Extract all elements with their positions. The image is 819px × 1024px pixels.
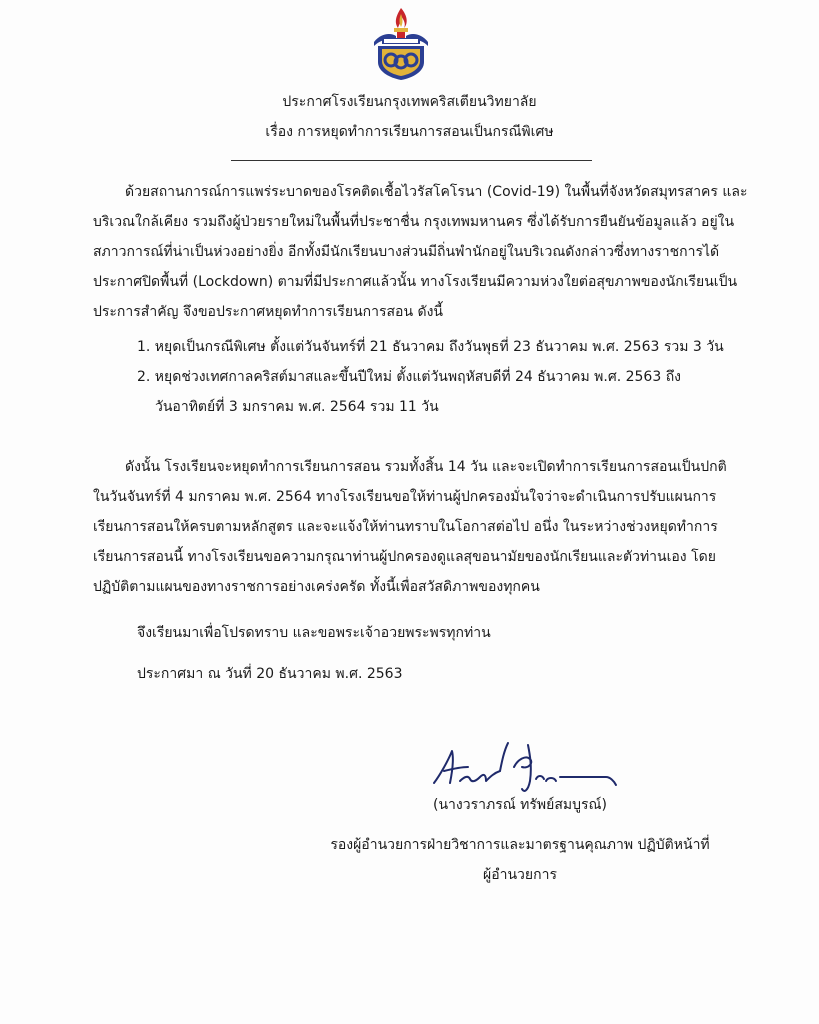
header-divider [231, 160, 592, 161]
paragraph-2-line: ดังนั้น โรงเรียนจะหยุดทำการเรียนการสอน รวมทั้งสิ้น 14 วัน และจะเปิดทำการเรียนการสอนเป็นปกติ [125, 459, 727, 475]
signatory-position: รองผู้อำนวยการฝ่ายวิชาการและมาตรฐานคุณภาพ ปฏิบัติหน้าที่ [330, 837, 710, 853]
paragraph-1-line: สภาวการณ์ที่น่าเป็นห่วงอย่างยิ่ง อีกทั้งมีนักเรียนบางส่วนมีถิ่นพำนักอยู่ในบริเวณดังกล่าวซึ่งทางราชการได้ [93, 244, 720, 260]
paragraph-2-line: ในวันจันทร์ที่ 4 มกราคม พ.ศ. 2564 ทางโรงเรียนขอให้ท่านผู้ปกครองมั่นใจว่าจะดำเนินการปรับแผนการ [93, 489, 717, 505]
list-item-2: 2. หยุดช่วงเทศกาลคริสต์มาสและขึ้นปีใหม่ ตั้งแต่วันพฤหัสบดีที่ 24 ธันวาคม พ.ศ. 2563 ถึง [137, 369, 682, 385]
list-item-1: 1. หยุดเป็นกรณีพิเศษ ตั้งแต่วันจันทร์ที่ 21 ธันวาคม ถึงวันพุธที่ 23 ธันวาคม พ.ศ. 2563 รวม 3 วัน [137, 339, 724, 355]
paragraph-1-line: ประการสำคัญ จึงขอประกาศหยุดทำการเรียนการสอน ดังนี้ [93, 304, 443, 320]
paragraph-2-line: เรียนการสอนให้ครบตามหลักสูตร และจะแจ้งให้ท่านทราบในโอกาสต่อไป อนึ่ง ในระหว่างช่วงหยุดทำการ [93, 519, 718, 535]
announcement-date: ประกาศมา ณ วันที่ 20 ธันวาคม พ.ศ. 2563 [137, 666, 403, 682]
paragraph-2-line: ปฏิบัติตามแผนของทางราชการอย่างเคร่งครัด ทั้งนี้เพื่อสวัสดิภาพของทุกคน [93, 579, 540, 595]
paragraph-1-line: ด้วยสถานการณ์การแพร่ระบาดของโรคติดเชื้อไวรัสโคโรนา (Covid-19) ในพื้นที่จังหวัดสมุทรสาคร และ [125, 184, 748, 200]
school-announcement-title: ประกาศโรงเรียนกรุงเทพคริสเตียนวิทยาลัย [282, 94, 537, 110]
closing-line: จึงเรียนมาเพื่อโปรดทราบ และขอพระเจ้าอวยพระพรทุกท่าน [137, 625, 491, 641]
school-crest-icon [366, 6, 436, 82]
paragraph-1-line: ประกาศปิดพื้นที่ (Lockdown) ตามที่มีประกาศแล้วนั้น ทางโรงเรียนมีความห่วงใยต่อสุขภาพของนักเรียนเป็น [93, 274, 738, 290]
paragraph-2-line: เรียนการสอนนี้ ทางโรงเรียนขอความกรุณาท่านผู้ปกครองดูแลสุขอนามัยของนักเรียนและตัวท่านเอง โดย [93, 549, 716, 565]
signatory-name: (นางวราภรณ์ ทรัพย์สมบูรณ์) [433, 797, 607, 813]
list-item-2-continuation: วันอาทิตย์ที่ 3 มกราคม พ.ศ. 2564 รวม 11 วัน [155, 399, 439, 415]
handwritten-signature [430, 737, 630, 797]
paragraph-1-line: บริเวณใกล้เคียง รวมถึงผู้ป่วยรายใหม่ในพื้นที่ประชาชื่น กรุงเทพมหานคร ซึ่งได้รับการยืนยันข้อมูลแล้ว อยู่ใน [93, 214, 735, 230]
announcement-subject: เรื่อง การหยุดทำการเรียนการสอนเป็นกรณีพิเศษ [265, 124, 554, 140]
signatory-position-2: ผู้อำนวยการ [483, 867, 557, 883]
